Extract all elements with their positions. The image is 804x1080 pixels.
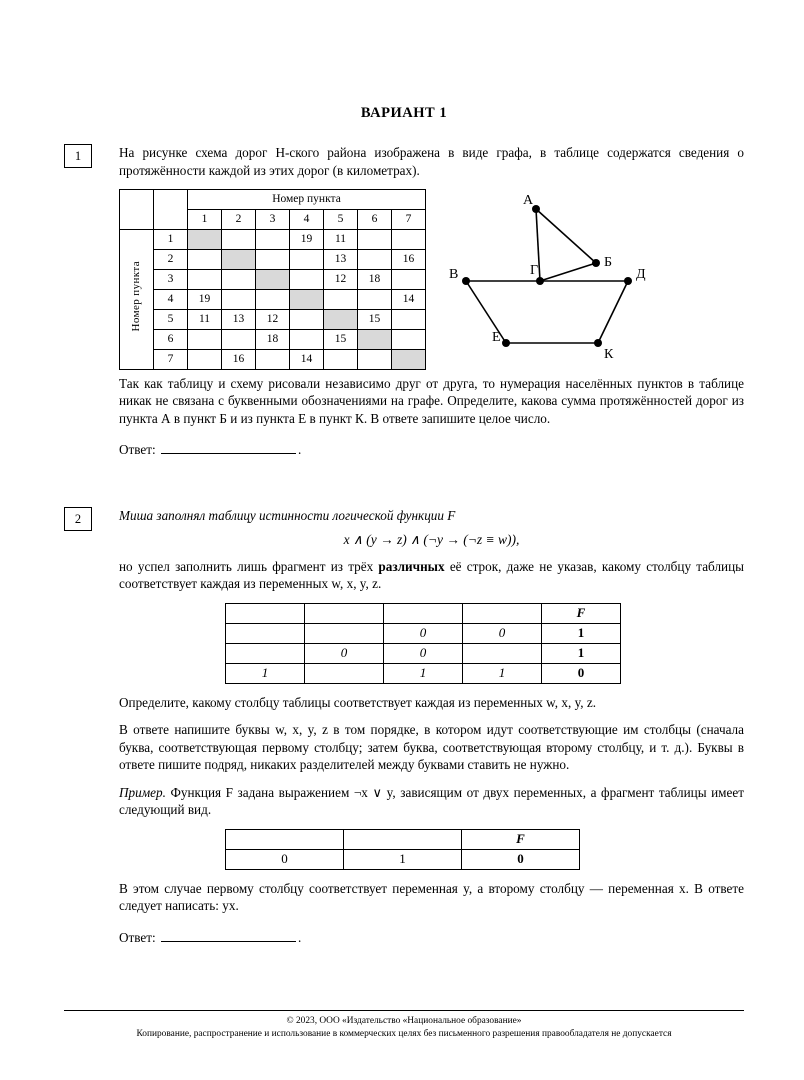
- distance-matrix-table: [119, 189, 426, 370]
- truth-head-cell: [226, 603, 305, 623]
- footer-notice: Копирование, распространение и использование в коммерческих целях без письменного разрешения правообладателя не допускается: [136, 1029, 672, 1039]
- truth-cell: 1: [463, 663, 542, 683]
- example-cell: 1: [344, 849, 462, 869]
- example-head-cell: [226, 829, 344, 849]
- matrix-cell: [290, 310, 324, 330]
- example-head-cell: [344, 829, 462, 849]
- footer-divider: [64, 1010, 744, 1011]
- matrix-row-header: 6: [154, 330, 188, 350]
- matrix-cell: [358, 250, 392, 270]
- truth-head-cell: [305, 603, 384, 623]
- matrix-col-header: 3: [256, 210, 290, 230]
- matrix-cell: 19: [188, 290, 222, 310]
- task-2-line2-bold: различных: [378, 558, 445, 574]
- matrix-cell: 16: [222, 350, 256, 370]
- matrix-cell: 18: [256, 330, 290, 350]
- matrix-row-header: 5: [154, 310, 188, 330]
- matrix-cell: [188, 250, 222, 270]
- matrix-corner-blank: [120, 190, 154, 230]
- node-e-dot: [502, 339, 510, 347]
- truth-cell: [226, 643, 305, 663]
- matrix-cell: 11: [188, 310, 222, 330]
- matrix-cell: [256, 230, 290, 250]
- matrix-cell: [222, 250, 256, 270]
- matrix-cell: [324, 290, 358, 310]
- matrix-cell: 13: [222, 310, 256, 330]
- matrix-cell: [290, 270, 324, 290]
- truth-cell: 1: [384, 663, 463, 683]
- matrix-cell: [392, 270, 426, 290]
- node-label-g: Г: [530, 263, 539, 278]
- truth-cell: 1: [226, 663, 305, 683]
- matrix-cell: [358, 290, 392, 310]
- task-2-answer-blank[interactable]: [161, 929, 296, 942]
- road-graph-svg: [448, 191, 658, 366]
- table-row: [226, 643, 621, 663]
- truth-table-fragment: [225, 603, 621, 684]
- matrix-col-header: 5: [324, 210, 358, 230]
- table-row: [226, 603, 621, 623]
- matrix-cell: [256, 290, 290, 310]
- node-k-dot: [594, 339, 602, 347]
- page-title: ВАРИАНТ 1: [360, 105, 448, 121]
- matrix-cell: 11: [324, 230, 358, 250]
- matrix-corner-blank-2: [154, 190, 188, 230]
- matrix-left-header: [120, 230, 154, 370]
- matrix-cell: 14: [290, 350, 324, 370]
- task-1-answer-tail: .: [298, 442, 302, 457]
- matrix-cell: [256, 350, 290, 370]
- matrix-cell: [392, 330, 426, 350]
- edge-b-g: [540, 263, 596, 281]
- matrix-cell: 16: [392, 250, 426, 270]
- page-footer: [64, 1010, 744, 1041]
- matrix-cell: 13: [324, 250, 358, 270]
- matrix-cell: [324, 350, 358, 370]
- truth-cell: [305, 663, 384, 683]
- task-1-intro: На рисунке схема дорог Н-ского района изображена в виде графа, в таблице содержатся сведения о протяжённости каждой из этих дорог (в километрах).: [119, 145, 744, 178]
- matrix-cell: [358, 350, 392, 370]
- task-2-para2: В ответе напишите буквы w, x, y, z в том порядке, в котором идут соответствующие им столбцы (сначала буква, соответствующая первому столбцу; затем буква, соответствующая второму столбцу, и т. д.). Буквы в ответе пишите подряд, никаких разделителей между буквами ставить не нужно.: [119, 722, 744, 772]
- matrix-cell: [392, 230, 426, 250]
- truth-cell-f: 0: [542, 663, 621, 683]
- matrix-top-header: Номер пункта: [188, 190, 426, 210]
- matrix-cell: 12: [256, 310, 290, 330]
- node-label-k: К: [604, 347, 614, 362]
- truth-cell-f: 1: [542, 643, 621, 663]
- matrix-row-header: 1: [154, 230, 188, 250]
- matrix-cell: [188, 270, 222, 290]
- matrix-cell: [256, 250, 290, 270]
- matrix-cell: [290, 330, 324, 350]
- matrix-cell: [188, 230, 222, 250]
- example-head-cell-f: F: [462, 829, 580, 849]
- task-2-example-text: Функция F задана выражением ¬x ∨ y, зависящим от двух переменных, а фрагмент таблицы имеет следующий вид.: [119, 784, 744, 817]
- table-row: [226, 623, 621, 643]
- matrix-col-header: 1: [188, 210, 222, 230]
- task-1-answer-line: [119, 441, 744, 459]
- truth-head-cell-f: F: [542, 603, 621, 623]
- matrix-cell: [324, 310, 358, 330]
- matrix-cell: [222, 290, 256, 310]
- task-2-number: 2: [64, 507, 92, 531]
- matrix-col-header: 2: [222, 210, 256, 230]
- truth-cell: [226, 623, 305, 643]
- task-2-line2: [119, 558, 744, 593]
- task-2-answer-label: Ответ:: [119, 929, 156, 945]
- matrix-left-header-text: Номер пункта: [129, 261, 142, 332]
- truth-cell: [463, 643, 542, 663]
- task-1-question: Так как таблицу и схему рисовали независимо друг от друга, то нумерация населённых пунктов в таблице никак не связана с буквенными обозначениями на графе. Определите, какова сумма протяжённостей дорог из пункта А в пункт Б и из пункта Е в пункт К. В ответе запишите целое число.: [119, 375, 744, 426]
- matrix-cell: [256, 270, 290, 290]
- truth-head-cell: [384, 603, 463, 623]
- matrix-cell: 15: [324, 330, 358, 350]
- matrix-cell: 18: [358, 270, 392, 290]
- matrix-cell: [188, 330, 222, 350]
- table-row: [226, 849, 580, 869]
- task-2-example: [119, 784, 744, 819]
- matrix-col-header: 7: [392, 210, 426, 230]
- matrix-cell: [358, 230, 392, 250]
- task-1-figures: [119, 189, 744, 371]
- matrix-row-header: 7: [154, 350, 188, 370]
- node-label-b: Б: [604, 255, 613, 270]
- matrix-cell: [222, 230, 256, 250]
- matrix-cell: [392, 310, 426, 330]
- truth-cell: 0: [463, 623, 542, 643]
- task-2-example-label: Пример.: [119, 784, 166, 800]
- matrix-cell: 14: [392, 290, 426, 310]
- task-1-number: 1: [64, 144, 92, 168]
- task-2-line2-a: но успел заполнить лишь фрагмент из трёх: [119, 558, 379, 574]
- node-g-dot: [536, 277, 544, 285]
- task-1-answer-blank[interactable]: [161, 441, 296, 454]
- task-2-answer-tail: .: [298, 929, 302, 945]
- task-2-para1: Определите, какому столбцу таблицы соответствует каждая из переменных w, x, y, z.: [119, 694, 597, 710]
- node-v-dot: [462, 277, 470, 285]
- matrix-cell: 15: [358, 310, 392, 330]
- matrix-cell: 19: [290, 230, 324, 250]
- truth-cell: 0: [305, 643, 384, 663]
- matrix-cell: [290, 290, 324, 310]
- task-2-para3: В этом случае первому столбцу соответствует переменная y, а второму столбцу — переменная x. В ответе следует написать: yx.: [119, 880, 744, 913]
- task-1-body: [119, 144, 744, 459]
- matrix-cell: [392, 350, 426, 370]
- truth-cell: 0: [384, 623, 463, 643]
- task-2-body: [119, 507, 744, 947]
- node-label-e: Е: [492, 330, 501, 345]
- node-label-a: А: [523, 193, 534, 208]
- node-label-d: Д: [636, 267, 646, 282]
- road-graph-figure: [448, 191, 658, 371]
- task-2-formula: x ∧ (y → z) ∧ (¬y → (¬z ≡ w)),: [343, 532, 520, 547]
- table-row: [226, 829, 580, 849]
- matrix-cell: [222, 330, 256, 350]
- task-2-answer-line: [119, 929, 744, 947]
- matrix-col-header: 6: [358, 210, 392, 230]
- node-a-dot: [532, 205, 540, 213]
- matrix-cell: [358, 330, 392, 350]
- page-content: [64, 0, 744, 946]
- example-truth-table: [225, 829, 580, 870]
- matrix-cell: [290, 250, 324, 270]
- truth-cell: [305, 623, 384, 643]
- edge-a-b: [536, 209, 596, 263]
- example-cell: 0: [226, 849, 344, 869]
- task-2-intro: Миша заполнял таблицу истинности логической функции F: [119, 507, 456, 523]
- truth-head-cell: [463, 603, 542, 623]
- matrix-cell: 12: [324, 270, 358, 290]
- table-row: [226, 663, 621, 683]
- matrix-cell: [188, 350, 222, 370]
- task-1-answer-label: Ответ:: [119, 442, 156, 457]
- truth-cell: 0: [384, 643, 463, 663]
- truth-cell-f: 1: [542, 623, 621, 643]
- example-cell-f: 0: [462, 849, 580, 869]
- task-2: [64, 507, 744, 947]
- matrix-row-header: 3: [154, 270, 188, 290]
- task-1: [64, 144, 744, 459]
- edge-k-d: [598, 281, 628, 343]
- node-d-dot: [624, 277, 632, 285]
- matrix-cell: [222, 270, 256, 290]
- footer-copyright: © 2023, ООО «Издательство «Национальное образование»: [286, 1016, 522, 1026]
- matrix-col-header: 4: [290, 210, 324, 230]
- node-b-dot: [592, 259, 600, 267]
- node-label-v: В: [449, 267, 459, 282]
- task-2-line2-b: её строк, даже не указав, какому столбцу таблицы соответствует каждая из переменных w, x, y, z.: [119, 558, 744, 591]
- matrix-row-header: 4: [154, 290, 188, 310]
- matrix-row-header: 2: [154, 250, 188, 270]
